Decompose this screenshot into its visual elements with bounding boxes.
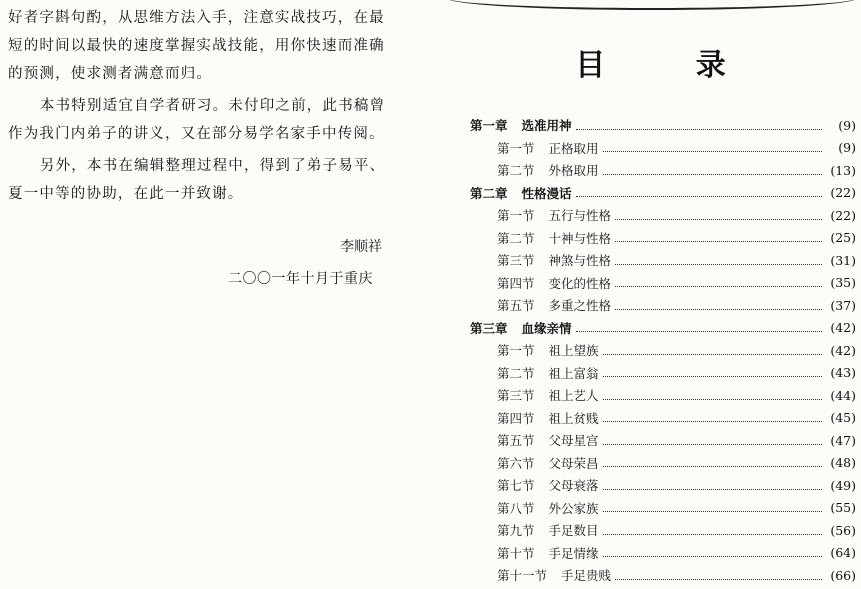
toc-chapter-row[interactable] [440,114,861,137]
toc-dot-leader [603,458,822,467]
toc-section-row[interactable] [440,474,861,497]
toc-dot-leader [603,503,822,512]
toc-entry-page: (9) [838,117,856,133]
toc-section-row[interactable] [440,497,861,520]
toc-entry-page: (55) [830,500,856,516]
toc-section-row[interactable] [440,249,861,272]
toc-entry-page: (42) [830,342,856,358]
toc-entry-title: 多重之性格 [548,298,612,314]
toc-entry-page: (35) [830,275,856,291]
toc-entry-number: 第七节 [497,478,535,494]
toc-section-row[interactable] [440,227,861,250]
toc-entry-page: (48) [830,455,856,471]
toc-section-row[interactable] [440,204,861,227]
toc-dot-leader [603,481,822,490]
toc-entry-title: 正格取用 [548,140,599,156]
toc-section-row[interactable] [440,519,861,542]
toc-entry-number: 第二节 [497,230,535,246]
toc-entry-title: 父母星宫 [548,433,599,449]
toc-dot-leader [576,188,822,197]
toc-entry-title: 外格取用 [548,163,599,179]
toc-dot-leader [603,391,822,400]
toc-entry-page: (47) [830,432,856,448]
toc-dot-leader [603,346,822,355]
toc-entry-page: (43) [830,365,856,381]
toc-entry-page: (13) [830,162,856,178]
toc-entry-title: 五行与性格 [548,208,612,224]
toc-section-row[interactable] [440,429,861,452]
toc-entry-page: (25) [830,230,856,246]
toc-entry-page: (22) [830,207,856,223]
toc-entry-number: 第十节 [497,545,535,561]
toc-entry-page: (9) [838,140,856,156]
toc-entry-page: (31) [830,252,856,268]
toc-entry-title: 手足数目 [548,523,599,539]
toc-entry-title: 父母荣昌 [548,455,599,471]
contents-list [440,114,861,587]
toc-entry-number: 第二章 [470,185,508,201]
toc-entry-page: (49) [830,477,856,493]
toc-entry-page: (44) [830,387,856,403]
toc-entry-page: (42) [830,320,856,336]
toc-entry-number: 第三节 [497,388,535,404]
toc-dot-leader [603,143,822,152]
toc-entry-number: 第九节 [497,523,535,539]
toc-section-row[interactable] [440,137,861,160]
toc-entry-number: 第一章 [470,118,508,134]
toc-dot-leader [615,256,822,265]
toc-entry-title: 变化的性格 [548,275,612,291]
toc-entry-title: 祖上富翁 [548,365,599,381]
toc-dot-leader [615,233,822,242]
toc-dot-leader [615,571,822,580]
toc-section-row[interactable] [440,272,861,295]
toc-dot-leader [603,413,822,422]
toc-dot-leader [603,548,822,557]
toc-entry-page: (37) [830,297,856,313]
toc-entry-number: 第十一节 [497,568,548,584]
preface-paragraph-1: 好者字斟句酌，从思维方法入手，注意实战技巧，在最短的时间以最快的速度掌握实战技能，用你快速而准确的预测，使求测者满意而归。 [8,10,385,82]
toc-entry-number: 第三章 [470,320,508,336]
preface-paragraph-2: 本书特别适宜自学者研习。未付印之前，此书稿曾作为我门内弟子的讲义，又在部分易学名家手中传阅。 [8,98,386,142]
toc-entry-title: 神煞与性格 [548,253,612,269]
toc-entry-page: (45) [830,410,856,426]
toc-entry-title: 十神与性格 [548,230,612,246]
toc-dot-leader [603,166,822,175]
toc-section-row[interactable] [440,362,861,385]
toc-entry-title: 父母衰落 [548,478,599,494]
toc-entry-number: 第二节 [497,365,535,381]
toc-section-row[interactable] [440,159,861,182]
toc-entry-title: 手足情缘 [548,545,599,561]
toc-section-row[interactable] [440,294,861,317]
toc-section-row[interactable] [440,542,861,565]
toc-entry-title: 祖上望族 [548,343,599,359]
contents-page [440,0,861,589]
toc-entry-page: (66) [830,567,856,583]
toc-entry-number: 第二节 [497,163,535,179]
toc-entry-number: 第八节 [497,500,535,516]
toc-entry-number: 第一节 [497,208,535,224]
toc-entry-title: 血缘亲情 [521,320,572,336]
toc-entry-number: 第五节 [497,433,535,449]
toc-entry-title: 手足贵贱 [561,568,612,584]
toc-chapter-row[interactable] [440,317,861,340]
toc-entry-number: 第五节 [497,298,535,314]
toc-entry-page: (64) [830,545,856,561]
toc-dot-leader [615,278,822,287]
toc-entry-page: (56) [830,522,856,538]
toc-entry-title: 外公家族 [548,500,599,516]
toc-entry-number: 第六节 [497,455,535,471]
author-signature: 李顺祥 [340,239,382,255]
toc-dot-leader [576,121,822,130]
toc-section-row[interactable] [440,407,861,430]
toc-dot-leader [603,368,822,377]
toc-chapter-row[interactable] [440,182,861,205]
contents-title: 目 录 [575,48,766,83]
toc-entry-page: (22) [830,185,856,201]
preface-paragraph-3: 另外，本书在编辑整理过程中，得到了弟子易平、夏一中等的协助，在此一并致谢。 [8,158,386,202]
toc-entry-number: 第三节 [497,253,535,269]
toc-dot-leader [576,323,822,332]
toc-entry-number: 第一节 [497,140,535,156]
toc-section-row[interactable] [440,564,861,587]
toc-entry-number: 第四节 [497,410,535,426]
toc-entry-title: 选准用神 [521,118,572,134]
toc-entry-number: 第一节 [497,343,535,359]
toc-entry-title: 祖上艺人 [548,388,599,404]
toc-dot-leader [615,211,822,220]
toc-entry-title: 性格漫话 [521,185,572,201]
preface-page [0,0,420,589]
toc-entry-number: 第四节 [497,275,535,291]
toc-dot-leader [603,436,822,445]
signature-date: 二〇〇一年十月于重庆 [228,271,373,287]
toc-section-row[interactable] [440,384,861,407]
toc-section-row[interactable] [440,339,861,362]
toc-section-row[interactable] [440,452,861,475]
toc-entry-title: 祖上贫贱 [548,410,599,426]
toc-dot-leader [615,301,822,310]
toc-dot-leader [603,526,822,535]
